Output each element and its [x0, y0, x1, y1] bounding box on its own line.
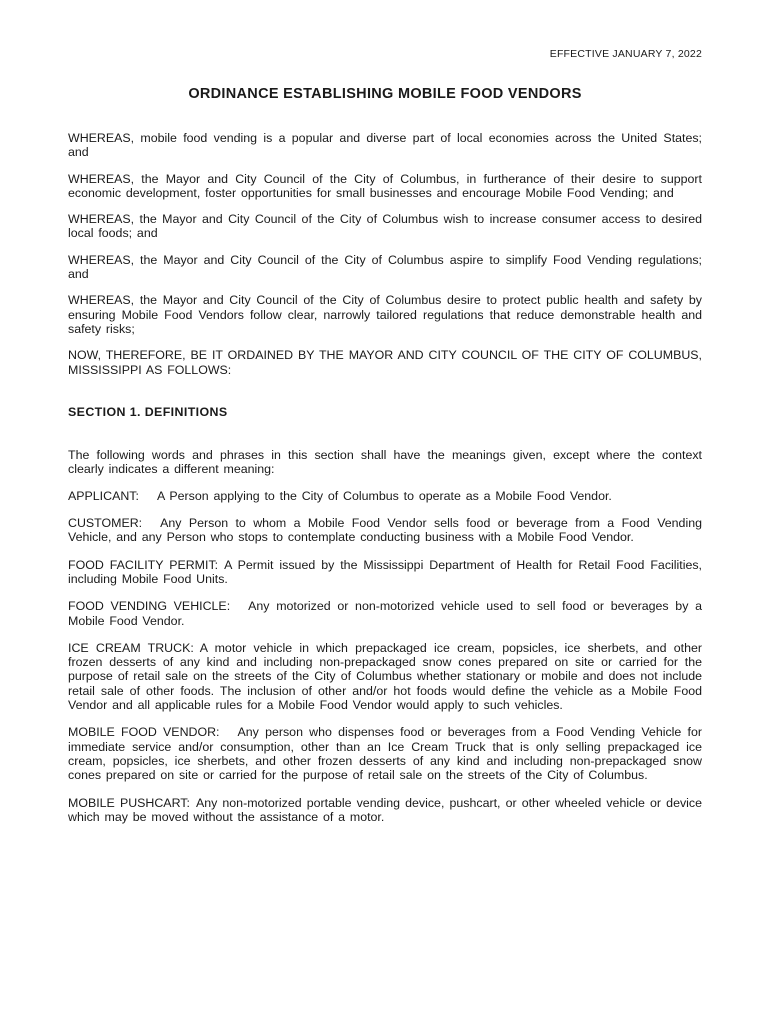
definition-term: CUSTOMER:	[68, 516, 143, 531]
whereas-clause: WHEREAS, the Mayor and City Council of the City of Columbus desire to protect public health and safety by ensuring Mobile Food Vendors follow clear, narrowly tailored regulations that reduce demonstrable health and safety risks;	[68, 293, 702, 336]
definition-applicant	[68, 489, 702, 503]
whereas-clause: WHEREAS, the Mayor and City Council of the City of Columbus, in furtherance of their desire to support economic development, foster opportunities for small businesses and encourage Mobile Food Vending; and	[68, 171, 702, 200]
definition-mobile-food-vendor	[68, 725, 702, 782]
section-intro: The following words and phrases in this section shall have the meanings given, except where the context clearly indicates a different meaning:	[68, 448, 702, 477]
ordained-clause: NOW, THEREFORE, BE IT ORDAINED BY THE MAYOR AND CITY COUNCIL OF THE CITY OF COLUMBUS, MISSISSIPPI AS FOLLOWS:	[68, 348, 702, 377]
definition-text: A Person applying to the City of Columbus to operate as a Mobile Food Vendor.	[156, 488, 612, 503]
definition-text: A Permit issued by the Mississippi Department of Health for Retail Food Facilities, including Mobile Food Units.	[68, 557, 702, 586]
definition-ice-cream-truck	[68, 641, 702, 712]
definition-term: FOOD VENDING VEHICLE:	[68, 599, 231, 614]
definition-food-facility-permit	[68, 558, 702, 587]
document-body	[68, 131, 702, 837]
definition-term: MOBILE FOOD VENDOR:	[68, 725, 220, 740]
definition-text: Any non-motorized portable vending device, pushcart, or other wheeled vehicle or device which may be moved without the assistance of a motor.	[68, 795, 702, 824]
whereas-clause: WHEREAS, the Mayor and City Council of the City of Columbus aspire to simplify Food Vending regulations; and	[68, 252, 702, 282]
whereas-clause: WHEREAS, the Mayor and City Council of the City of Columbus wish to increase consumer access to desired local foods; and	[68, 212, 702, 241]
whereas-clause: WHEREAS, mobile food vending is a popular and diverse part of local economies across the United States; and	[68, 131, 702, 160]
definition-customer	[68, 516, 702, 545]
definition-mobile-pushcart	[68, 796, 702, 825]
definition-text: A motor vehicle in which prepackaged ice cream, popsicles, ice sherbets, and other frozen desserts of any kind and including non-prepackaged snow cones prepared on site or carried for the purpose of retail sale on the streets of the City of Columbus whether stationary or mobile and does not include retail sale of other foods. The inclusion of other and/or hot foods would define the vehicle as a Mobile Food Vendor and all applicable rules for a Mobile Food Vendor would apply to such vehicles.	[68, 640, 702, 713]
definition-term: ICE CREAM TRUCK:	[68, 640, 194, 655]
definition-food-vending-vehicle	[68, 599, 702, 628]
definition-text: Any Person to whom a Mobile Food Vendor sells food or beverage from a Food Vending Vehicle, and any Person who stops to contemplate conducting business with a Mobile Food Vendor.	[68, 516, 702, 545]
definition-text: Any motorized or non-motorized vehicle used to sell food or beverages by a Mobile Food Vendor.	[68, 599, 702, 628]
definition-term: MOBILE PUSHCART:	[68, 795, 190, 810]
definition-text: Any person who dispenses food or beverages from a Food Vending Vehicle for immediate service and/or consumption, other than an Ice Cream Truck that is only selling prepackaged ice cream, popsicles, ice sherbets, and other frozen desserts of any kind and including non-prepackaged snow cones prepared on site or carried for the purpose of retail sale on the streets of the City of Columbus.	[68, 725, 702, 783]
section-heading: SECTION 1. DEFINITIONS	[68, 404, 228, 419]
effective-date: EFFECTIVE JANUARY 7, 2022	[549, 48, 702, 60]
definition-term: APPLICANT:	[68, 488, 139, 503]
document-title: ORDINANCE ESTABLISHING MOBILE FOOD VENDORS	[188, 86, 582, 102]
definition-term: FOOD FACILITY PERMIT:	[68, 557, 219, 572]
